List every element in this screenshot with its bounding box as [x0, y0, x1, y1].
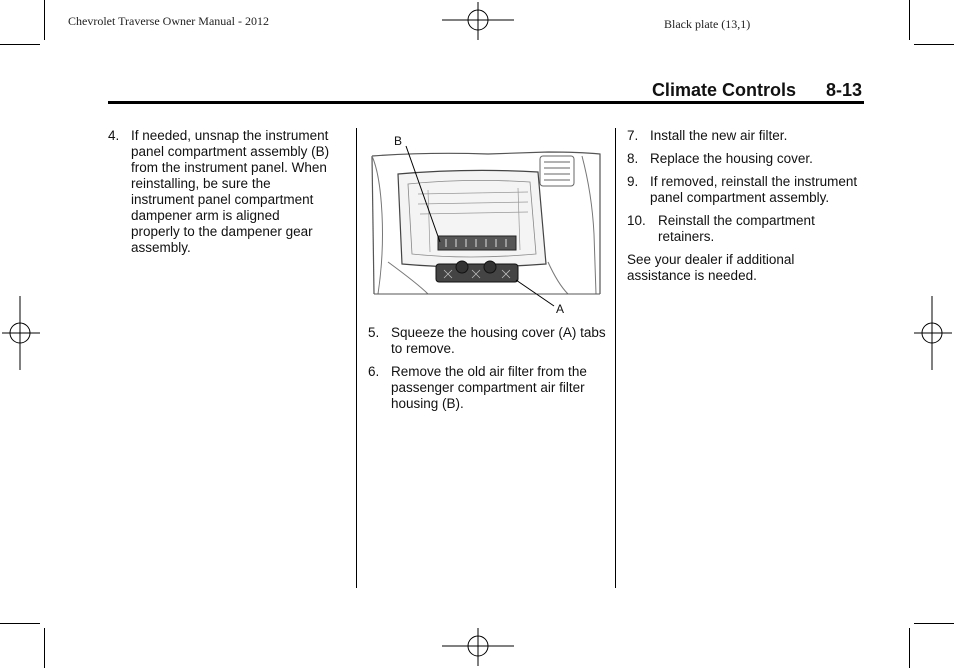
crop-mark [44, 628, 45, 668]
right-column [627, 128, 861, 291]
step-number: 10. [627, 213, 646, 228]
figure-label-a: A [556, 302, 565, 316]
air-filter-figure [368, 134, 604, 318]
crop-mark [0, 44, 40, 45]
step-item [368, 364, 608, 412]
step-number: 7. [627, 128, 639, 143]
step-text: If removed, reinstall the instrument panel compartment assembly. [650, 174, 858, 205]
crop-mark [0, 623, 40, 624]
step-number: 4. [108, 128, 120, 143]
step-item [627, 213, 861, 245]
section-title: Climate Controls [651, 80, 796, 100]
dealer-note: See your dealer if additional assistance is needed. [627, 252, 795, 283]
step-number: 5. [368, 325, 380, 340]
step-number: 9. [627, 174, 639, 189]
registration-target-icon [442, 626, 514, 668]
step-text: Replace the housing cover. [650, 151, 813, 166]
step-item [627, 128, 861, 144]
step-item [627, 151, 861, 167]
crop-mark [914, 623, 954, 624]
step-text: Squeeze the housing cover (A) tabs to remove. [391, 325, 606, 356]
middle-column [368, 325, 608, 419]
step-text: Reinstall the compartment retainers. [658, 213, 815, 244]
figure-label-b: B [394, 134, 403, 148]
registration-target-icon [912, 296, 954, 370]
crop-mark [909, 628, 910, 668]
step-number: 8. [627, 151, 639, 166]
registration-target-icon [0, 296, 42, 370]
step-item [627, 174, 861, 206]
step-number: 6. [368, 364, 380, 379]
step-item [108, 128, 332, 256]
column-divider [356, 128, 357, 588]
manual-title: Chevrolet Traverse Owner Manual - 2012 [68, 14, 269, 28]
registration-target-icon [442, 0, 514, 42]
header-rule [108, 101, 864, 104]
left-column [108, 128, 332, 263]
page-number: 8-13 [825, 80, 862, 100]
glovebox-illustration [368, 134, 604, 318]
column-divider [615, 128, 616, 588]
crop-mark [909, 0, 910, 40]
step-text: If needed, unsnap the instrument panel compartment assembly (B) from the instrument panel. When reinstalling, be sure the instrument panel compartment dampener arm is aligned properly to the dampener gear assembly. [131, 128, 330, 255]
step-text: Remove the old air filter from the passenger compartment air filter housing (B). [391, 364, 587, 411]
crop-mark [44, 0, 45, 40]
step-text: Install the new air filter. [650, 128, 788, 143]
crop-mark [914, 44, 954, 45]
section-heading [652, 80, 862, 101]
step-item [368, 325, 608, 357]
plate-info: Black plate (13,1) [664, 17, 751, 31]
